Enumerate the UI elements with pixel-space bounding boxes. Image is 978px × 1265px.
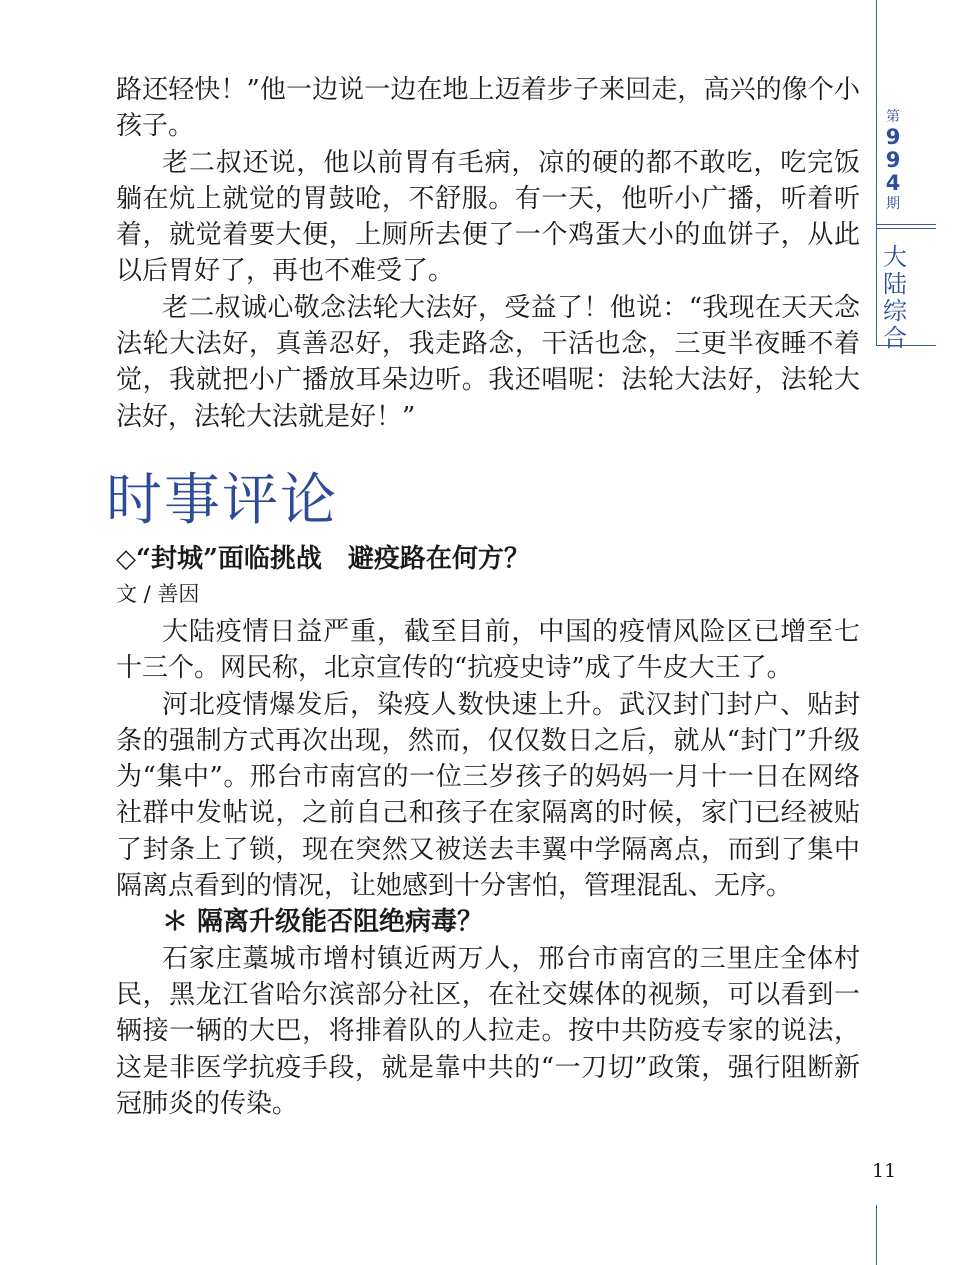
- body-paragraph: 路还轻快！”他一边说一边在地上迈着步子来回走，高兴的像个小孩子。: [116, 75, 860, 142]
- article-body: [116, 614, 860, 1122]
- section-heading: 时事评论: [106, 468, 338, 533]
- issue-divider-bottom: [876, 228, 936, 229]
- issue-digit: 9: [885, 125, 901, 149]
- margin-rule-bottom: [876, 1205, 877, 1265]
- body-paragraph: 河北疫情爆发后，染疫人数快速上升。武汉封门封户、贴封条的强制方式再次出现，然而，仅仅数日之后，就从“封门”升级为“集中”。邢台市南宫的一位三岁孩子的妈妈一月十一日在网络社群中发帖说，之前自己和孩子在家隔离的时候，家门已经被贴了封条上了锁，现在突然又被送去丰翼中学隔离点，而到了集中隔离点看到的情况，让她感到十分害怕，管理混乱、无序。: [116, 689, 860, 902]
- body-paragraph: 老二叔还说，他以前胃有毛病，凉的硬的都不敢吃，吃完饭躺在炕上就觉的胃鼓呛，不舒服。有一天，他听小广播，听着听着，就觉着要大便，上厕所去便了一个鸡蛋大小的血饼子，从此以后胃好了，再也不难受了。: [116, 147, 860, 287]
- issue-suffix: 期: [886, 196, 900, 212]
- article-title: ◇“封城”面临挑战 避疫路在何方？: [116, 544, 530, 574]
- issue-digit: 9: [885, 148, 901, 172]
- issue-number: [878, 108, 908, 213]
- body-paragraph: 大陆疫情日益严重，截至目前，中国的疫情风险区已增至七十三个。网民称，北京宣传的“抗疫史诗”成了牛皮大王了。: [116, 617, 860, 684]
- section-label: 大陆综合: [883, 243, 907, 352]
- continued-story: [116, 72, 860, 435]
- issue-digit: 4: [885, 171, 901, 195]
- article-subheading: ＊ 隔离升级能否阻绝病毒？: [162, 907, 484, 938]
- issue-divider-top: [876, 224, 936, 225]
- body-paragraph: 老二叔诚心敬念法轮大法好，受益了！他说：“我现在天天念法轮大法好，真善忍好，我走路念，干活也念，三更半夜睡不着觉，我就把小广播放耳朵边听。我还唱呢：法轮大法好，法轮大法好，法轮大法就是好！”: [116, 292, 860, 432]
- issue-prefix: 第: [886, 109, 900, 125]
- margin-rule-top: [876, 0, 877, 345]
- page-number: 11: [872, 1160, 897, 1182]
- body-paragraph: 石家庄藁城市增村镇近两万人，邢台市南宫的三里庄全体村民，黑龙江省哈尔滨部分社区，在社交媒体的视频，可以看到一辆接一辆的大巴，将排着队的人拉走。按中共防疫专家的说法，这是非医学抗疫手段，就是靠中共的“一刀切”政策，强行阻断新冠肺炎的传染。: [116, 943, 860, 1119]
- article-byline: 文 / 善因: [116, 582, 200, 606]
